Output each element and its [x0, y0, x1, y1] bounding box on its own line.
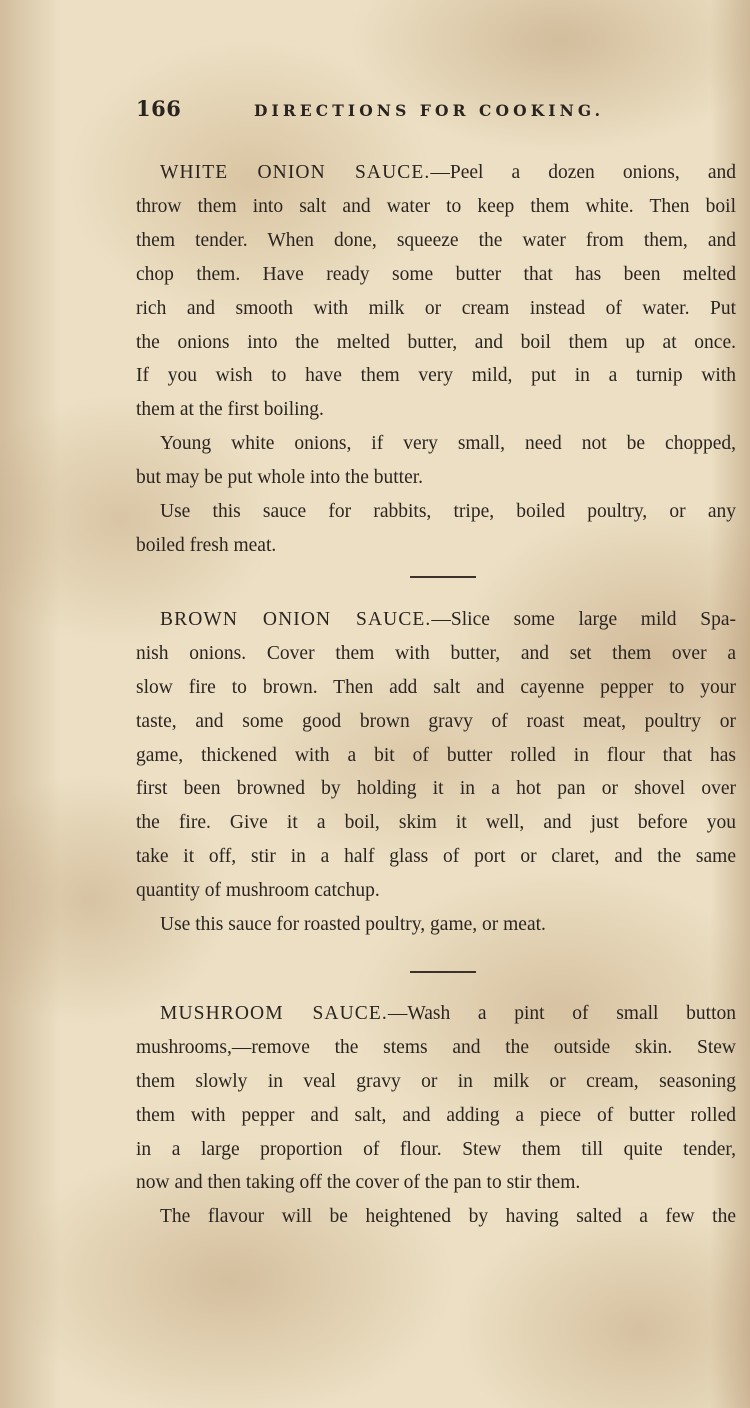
text-line: rich and smooth with milk or cream instead of water. Put	[136, 297, 736, 319]
recipe-title: MUSHROOM SAUCE.	[160, 1002, 388, 1024]
text-line: the onions into the melted butter, and boil them up at once.	[136, 331, 736, 353]
section-divider	[410, 576, 476, 578]
text-line: take it off, stir in a half glass of port or claret, and the same	[136, 846, 736, 868]
text-line: mushrooms,—remove the stems and the outside skin. Stew	[136, 1036, 736, 1058]
text-line: chop them. Have ready some butter that has been melted	[136, 263, 736, 285]
text-line: Use this sauce for roasted poultry, game, or meat.	[160, 914, 546, 936]
text-line: but may be put whole into the butter.	[136, 467, 424, 489]
text-line: game, thickened with a bit of butter rolled in flour that has	[136, 744, 736, 766]
text-line: —Wash a pint of small button	[387, 1002, 736, 1024]
text-line: Use this sauce for rabbits, tripe, boiled poultry, or any	[160, 501, 736, 523]
book-page	[136, 96, 736, 1234]
recipe-first-line	[136, 997, 736, 1031]
text-line: boiled fresh meat.	[136, 534, 277, 556]
text-line: the fire. Give it a boil, skim it well, and just before you	[136, 812, 736, 834]
running-title: DIRECTIONS FOR COOKING.	[254, 101, 605, 120]
recipe-first-line	[136, 156, 736, 190]
text-line: throw them into salt and water to keep them white. Then boil	[136, 195, 736, 217]
recipe-title: BROWN ONION SAUCE.	[160, 608, 432, 630]
text-line: If you wish to have them very mild, put in a turnip with	[136, 365, 736, 387]
text-line: now and then taking off the cover of the pan to stir them.	[136, 1172, 581, 1194]
text-line: them at the first boiling.	[136, 399, 324, 421]
text-line: in a large proportion of flour. Stew them till quite tender,	[136, 1138, 736, 1160]
text-line: them with pepper and salt, and adding a piece of butter rolled	[136, 1104, 736, 1126]
text-line: The flavour will be heightened by having salted a few the	[160, 1206, 736, 1228]
text-line: them tender. When done, squeeze the water from them, and	[136, 229, 736, 251]
text-line: —Peel a dozen onions, and	[430, 162, 736, 183]
recipe-white-onion-sauce	[136, 156, 736, 563]
text-line: slow fire to brown. Then add salt and cayenne pepper to your	[136, 676, 736, 698]
text-line: taste, and some good brown gravy of roast meat, poultry or	[136, 710, 736, 732]
recipe-title: WHITE ONION SAUCE.	[160, 162, 431, 183]
recipe-brown-onion-sauce	[136, 603, 736, 942]
text-line: first been browned by holding it in a hot pan or shovel over	[136, 778, 736, 800]
running-head	[136, 96, 736, 132]
text-line: Young white onions, if very small, need not be chopped,	[160, 433, 736, 455]
text-line: quantity of mushroom catchup.	[136, 880, 380, 902]
text-line: nish onions. Cover them with butter, and set them over a	[136, 642, 736, 664]
text-line: them slowly in veal gravy or in milk or cream, seasoning	[136, 1070, 736, 1092]
recipe-first-line	[136, 603, 736, 637]
page-number: 166	[136, 96, 182, 121]
text-line: —Slice some large mild Spa-	[431, 608, 736, 630]
recipe-mushroom-sauce	[136, 997, 736, 1234]
section-divider	[410, 971, 476, 973]
